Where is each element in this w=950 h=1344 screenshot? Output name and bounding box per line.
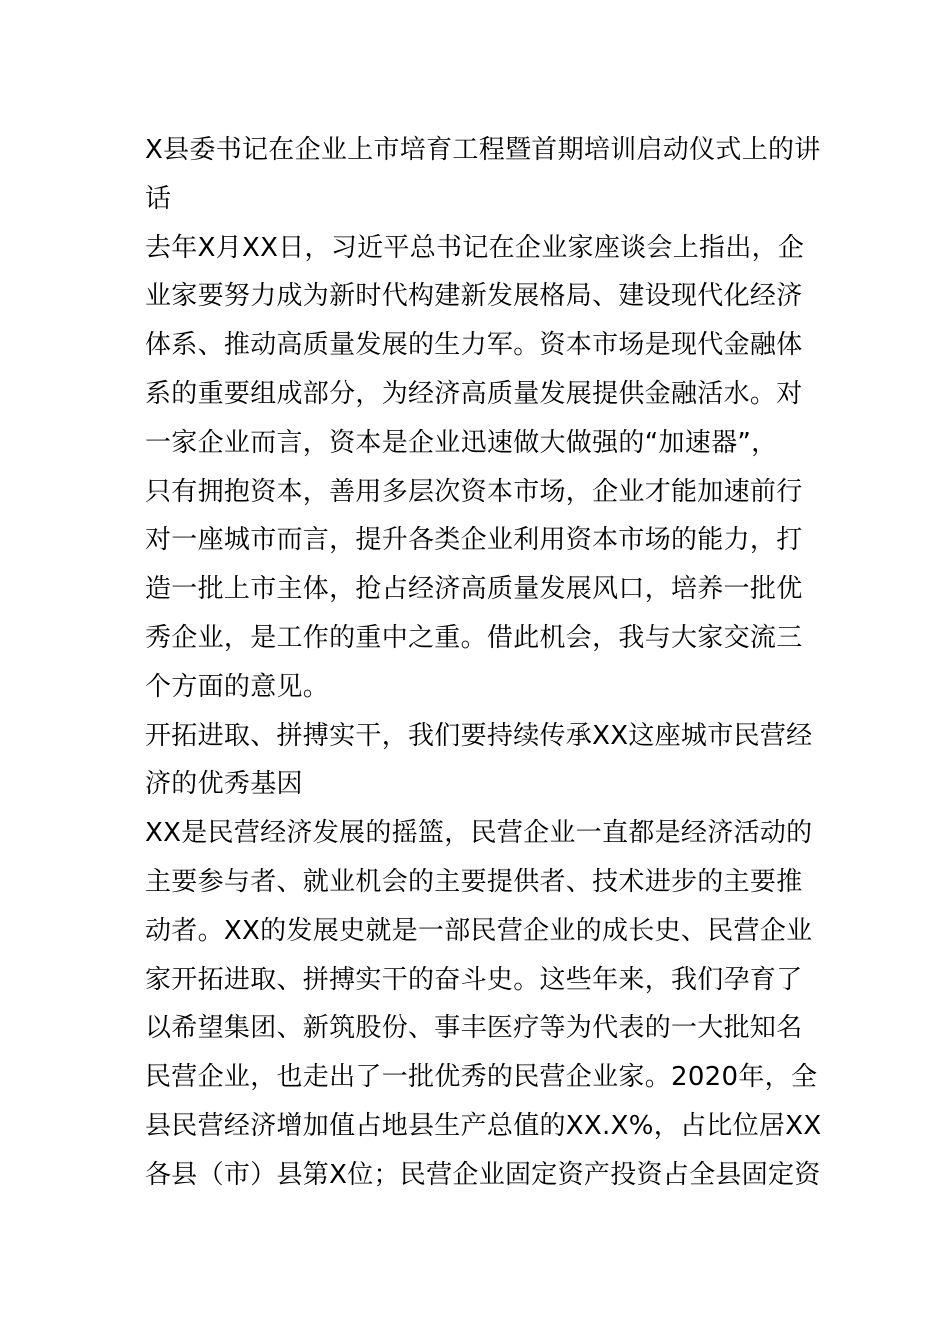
paragraph-line: 一家企业而言，资本是企业迅速做大做强的“加速器”， xyxy=(145,427,778,458)
paragraph-line: 体系、推动高质量发展的生力军。资本市场是现代金融体 xyxy=(145,330,803,361)
paragraph-line: 系的重要组成部分，为经济高质量发展提供金融活水。对 xyxy=(145,378,803,409)
section-heading-line: 济的优秀基因 xyxy=(145,769,303,800)
paragraph-line: 造一批上市主体，抢占经济高质量发展风口，培养一批优 xyxy=(145,574,803,605)
paragraph-line: XX是民营经济发展的摇篮，民营企业一直都是经济活动的 xyxy=(145,818,813,849)
document-body xyxy=(145,126,822,1200)
paragraph-line: 县民营经济增加值占地县生产总值的XX.X%，占比位居XX xyxy=(145,1110,822,1141)
paragraph-line: 业家要努力成为新时代构建新发展格局、建设现代化经济 xyxy=(145,281,803,312)
paragraph-line: 家开拓进取、拼搏实干的奋斗史。这些年来，我们孕育了 xyxy=(145,964,803,995)
paragraph-line: 去年X月XX日，习近平总书记在企业家座谈会上指出，企 xyxy=(145,232,805,263)
paragraph-line: 民营企业，也走出了一批优秀的民营企业家。2020年，全 xyxy=(145,1062,818,1093)
paragraph-line: 主要参与者、就业机会的主要提供者、技术进步的主要推 xyxy=(145,866,803,897)
paragraph-line: 秀企业，是工作的重中之重。借此机会，我与大家交流三 xyxy=(145,622,803,653)
paragraph-line: 个方面的意见。 xyxy=(145,671,330,702)
paragraph-line: 只有拥抱资本，善用多层次资本市场，企业才能加速前行 xyxy=(145,476,803,507)
paragraph-line: 各县（市）县第X位；民营企业固定资产投资占全县固定资 xyxy=(145,1159,821,1190)
document-title-line-2: 话 xyxy=(145,183,172,214)
paragraph-line: 以希望集团、新筑股份、事丰医疗等为代表的一大批知名 xyxy=(145,1013,803,1044)
document-title-line-1: X县委书记在企业上市培育工程暨首期培训启动仪式上的讲 xyxy=(145,135,821,165)
paragraph-line: 动者。XX的发展史就是一部民营企业的成长史、民营企业 xyxy=(145,915,813,946)
section-heading-line: 开拓进取、拼搏实干，我们要持续传承XX这座城市民营经 xyxy=(145,720,813,751)
paragraph-line: 对一座城市而言，提升各类企业利用资本市场的能力，打 xyxy=(145,525,803,556)
